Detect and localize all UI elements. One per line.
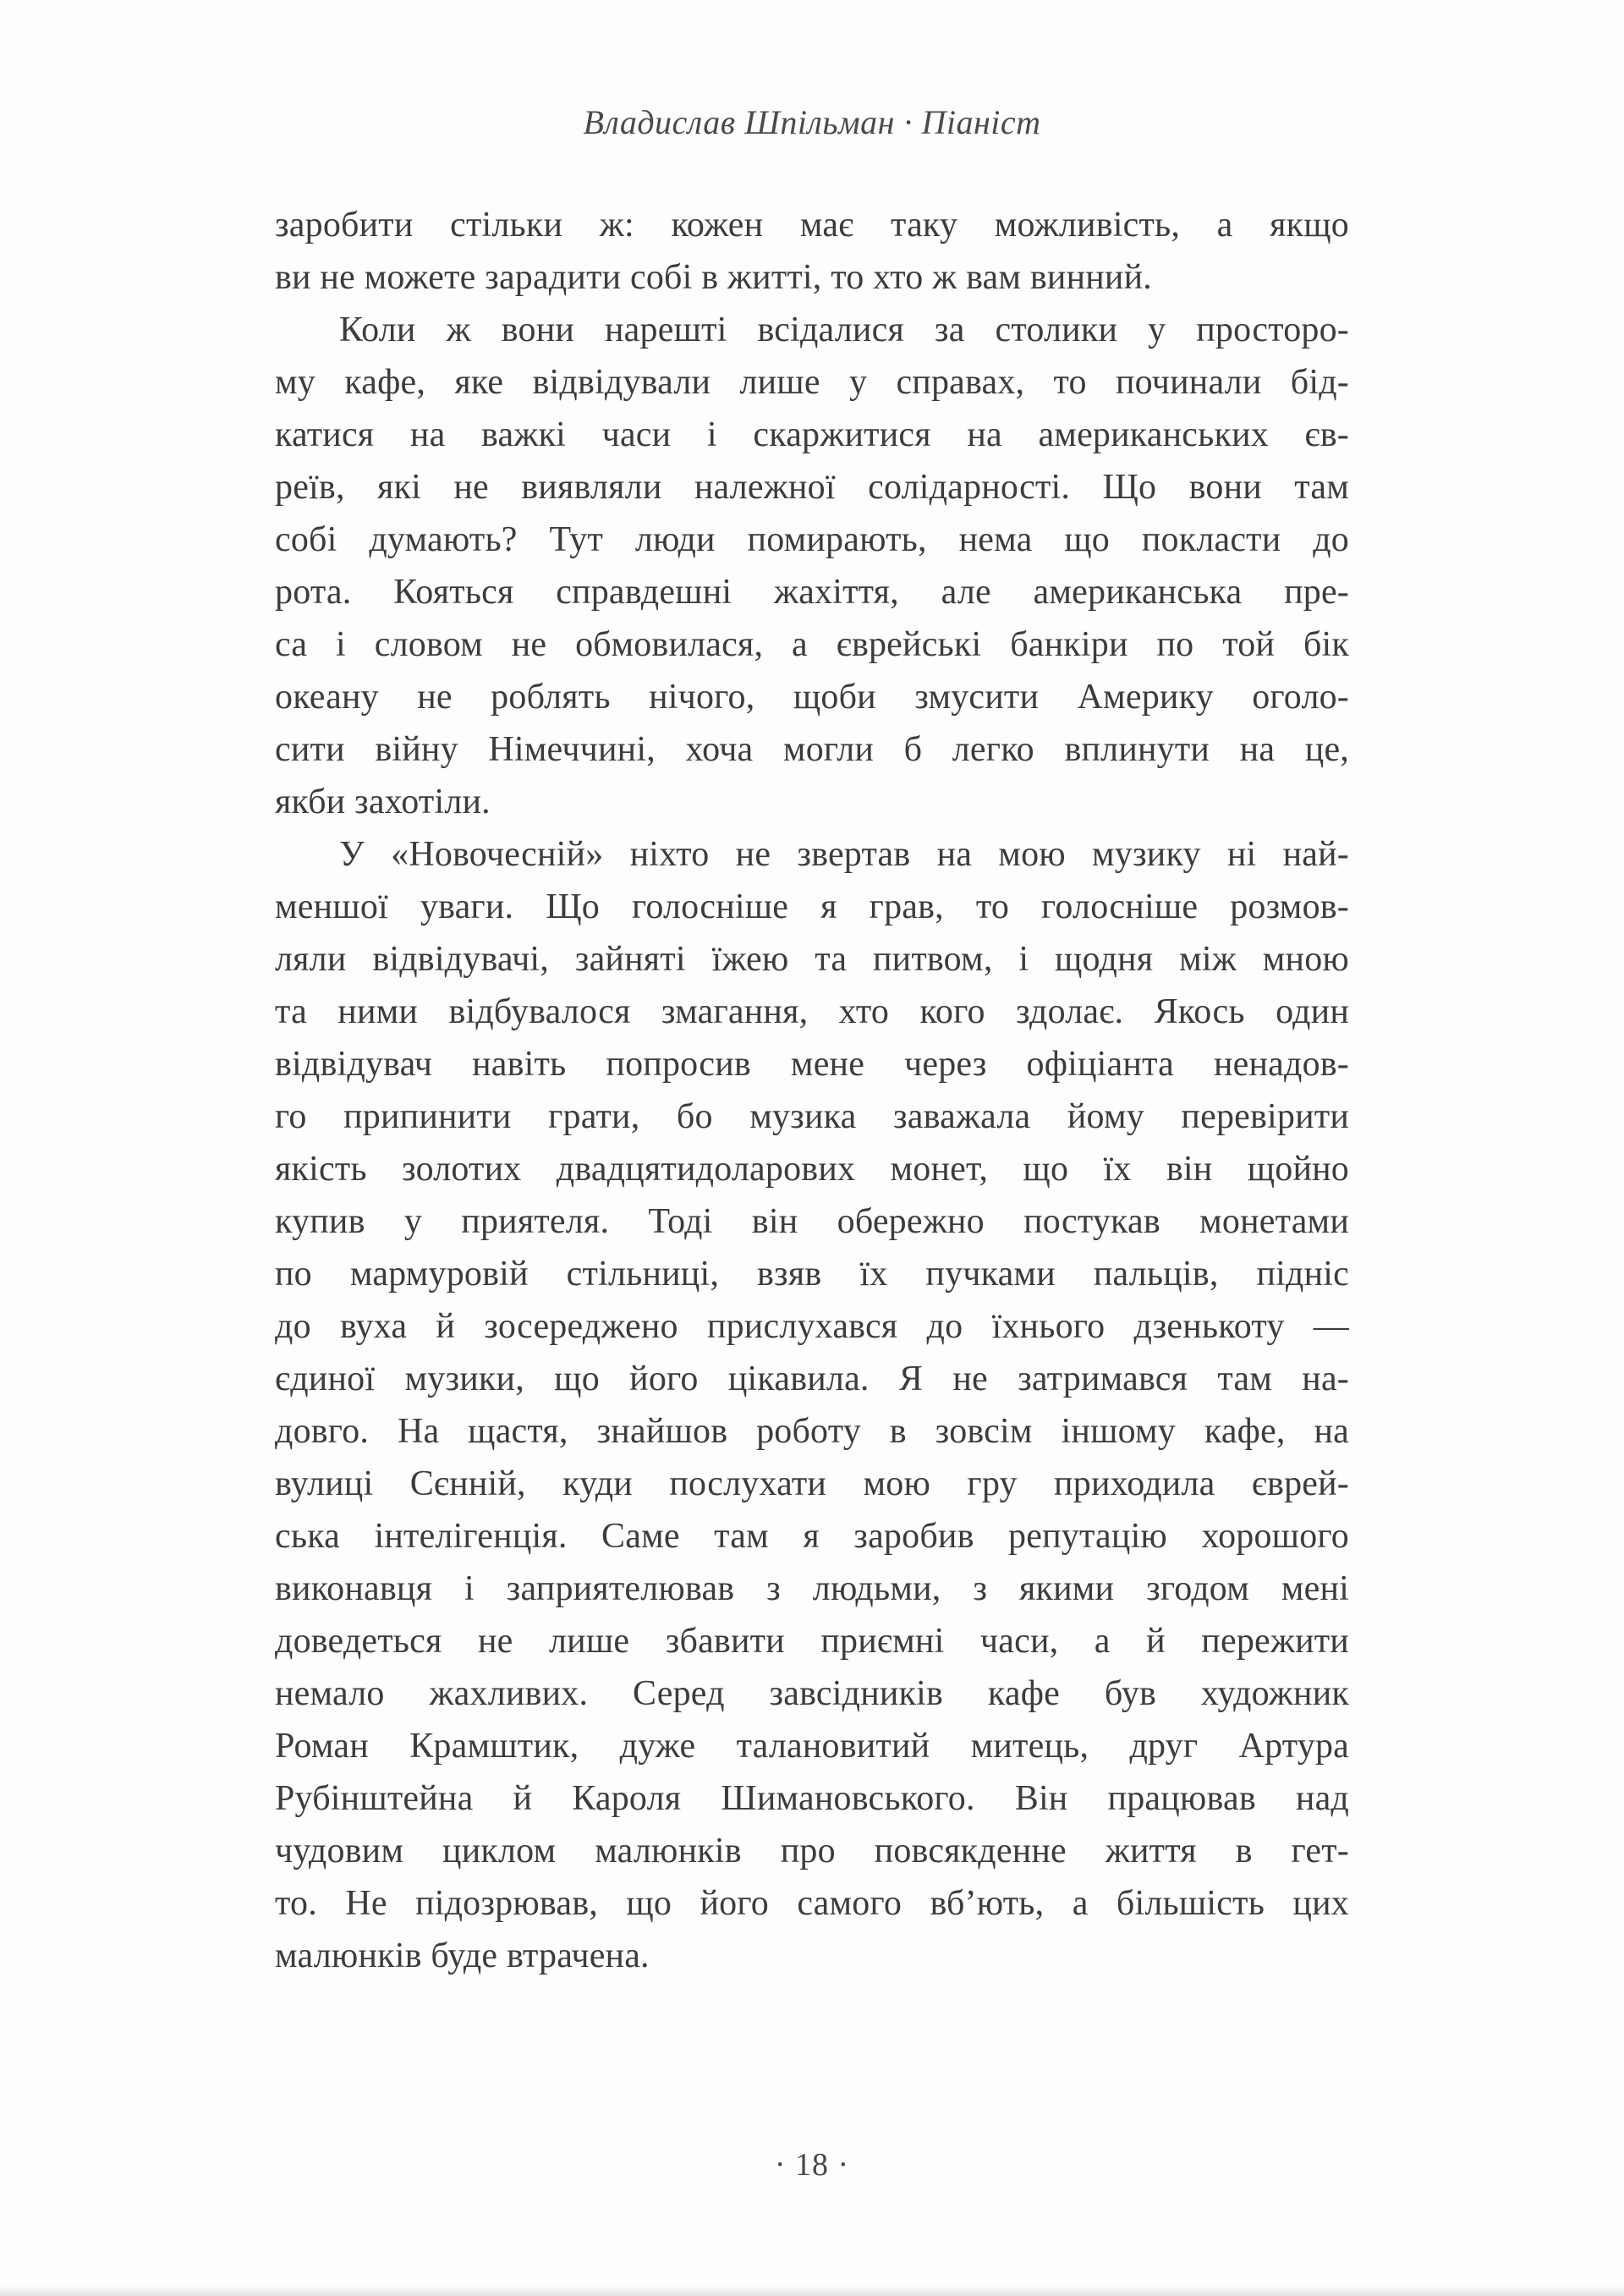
text-line: му кафе, яке відвідували лише у справах, то починали бід-	[275, 363, 1349, 402]
text-line: У «Новочесній» ніхто не звертав на мою музику ні най-	[339, 835, 1349, 874]
text-line: купив у приятеля. Тоді він обережно постукав монетами	[275, 1202, 1349, 1241]
paragraph	[275, 304, 1349, 828]
text-line: сити війну Німеччині, хоча могли б легко вплинути на це,	[275, 730, 1349, 769]
running-header: Владислав Шпільман · Піаніст	[583, 103, 1041, 141]
text-line: океану не роблять нічого, щоби змусити Америку оголо-	[275, 678, 1349, 717]
text-line: єдиної музики, що його цікавила. Я не затримався там на-	[275, 1359, 1349, 1398]
paragraph	[275, 199, 1349, 304]
text-line: ська інтелігенція. Саме там я заробив репутацію хорошого	[275, 1517, 1349, 1556]
text-line: немало жахливих. Серед завсідників кафе був художник	[275, 1674, 1349, 1713]
text-line: го припинити грати, бо музика заважала йому перевірити	[275, 1097, 1349, 1136]
text-line: та ними відбувалося змагання, хто кого здолає. Якось один	[275, 992, 1349, 1031]
text-line: ви не можете зарадити собі в житті, то хто ж вам винний.	[275, 258, 1152, 297]
text-line: Роман Крамштик, дуже талановитий митець, друг Артура	[275, 1727, 1349, 1766]
page-number: · 18 ·	[774, 2147, 850, 2183]
text-line: рота. Кояться справдешні жахіття, але американська пре-	[275, 573, 1349, 612]
text-line: чудовим циклом малюнків про повсякденне життя в гет-	[275, 1832, 1349, 1870]
text-line: Коли ж вони нарешті всідалися за столики у просторо-	[339, 310, 1349, 349]
text-line: заробити стільки ж: кожен має таку можливість, а якщо	[275, 206, 1349, 244]
text-line: меншої уваги. Що голосніше я грав, то голосніше розмов-	[275, 887, 1349, 926]
text-line: собі думають? Тут люди помирають, нема що покласти до	[275, 520, 1349, 559]
text-line: са і словом не обмовилася, а єврейські банкіри по той бік	[275, 625, 1349, 664]
text-line: катися на важкі часи і скаржитися на американських єв-	[275, 415, 1349, 454]
text-line: доведеться не лише збавити приємні часи, а й пережити	[275, 1622, 1349, 1661]
body-text	[275, 199, 1349, 1982]
text-line: виконавця і заприятелював з людьми, з якими згодом мені	[275, 1569, 1349, 1608]
text-line: відвідувач навіть попросив мене через офіціанта ненадов-	[275, 1045, 1349, 1084]
text-line: довго. На щастя, знайшов роботу в зовсім іншому кафе, на	[275, 1412, 1349, 1451]
text-line: до вуха й зосереджено прислухався до їхнього дзенькоту —	[275, 1307, 1349, 1346]
text-line: по мармуровій стільниці, взяв їх пучками пальців, підніс	[275, 1255, 1349, 1294]
text-line: якби захотіли.	[275, 783, 491, 821]
text-line: малюнків буде втрачена.	[275, 1936, 650, 1975]
scan-edge-shadow	[0, 2286, 1624, 2296]
text-line: Рубінштейна й Кароля Шимановського. Він працював над	[275, 1779, 1349, 1818]
text-line: то. Не підозрював, що його самого вб’ють, а більшість цих	[275, 1884, 1349, 1923]
text-line: ляли відвідувачі, зайняті їжею та питвом, і щодня між мною	[275, 940, 1349, 979]
text-line: реїв, які не виявляли належної солідарності. Що вони там	[275, 468, 1349, 507]
text-line: якість золотих двадцятидоларових монет, що їх він щойно	[275, 1150, 1349, 1189]
text-line: вулиці Сєнній, куди послухати мою гру приходила єврей-	[275, 1464, 1349, 1503]
paragraph	[275, 828, 1349, 1982]
